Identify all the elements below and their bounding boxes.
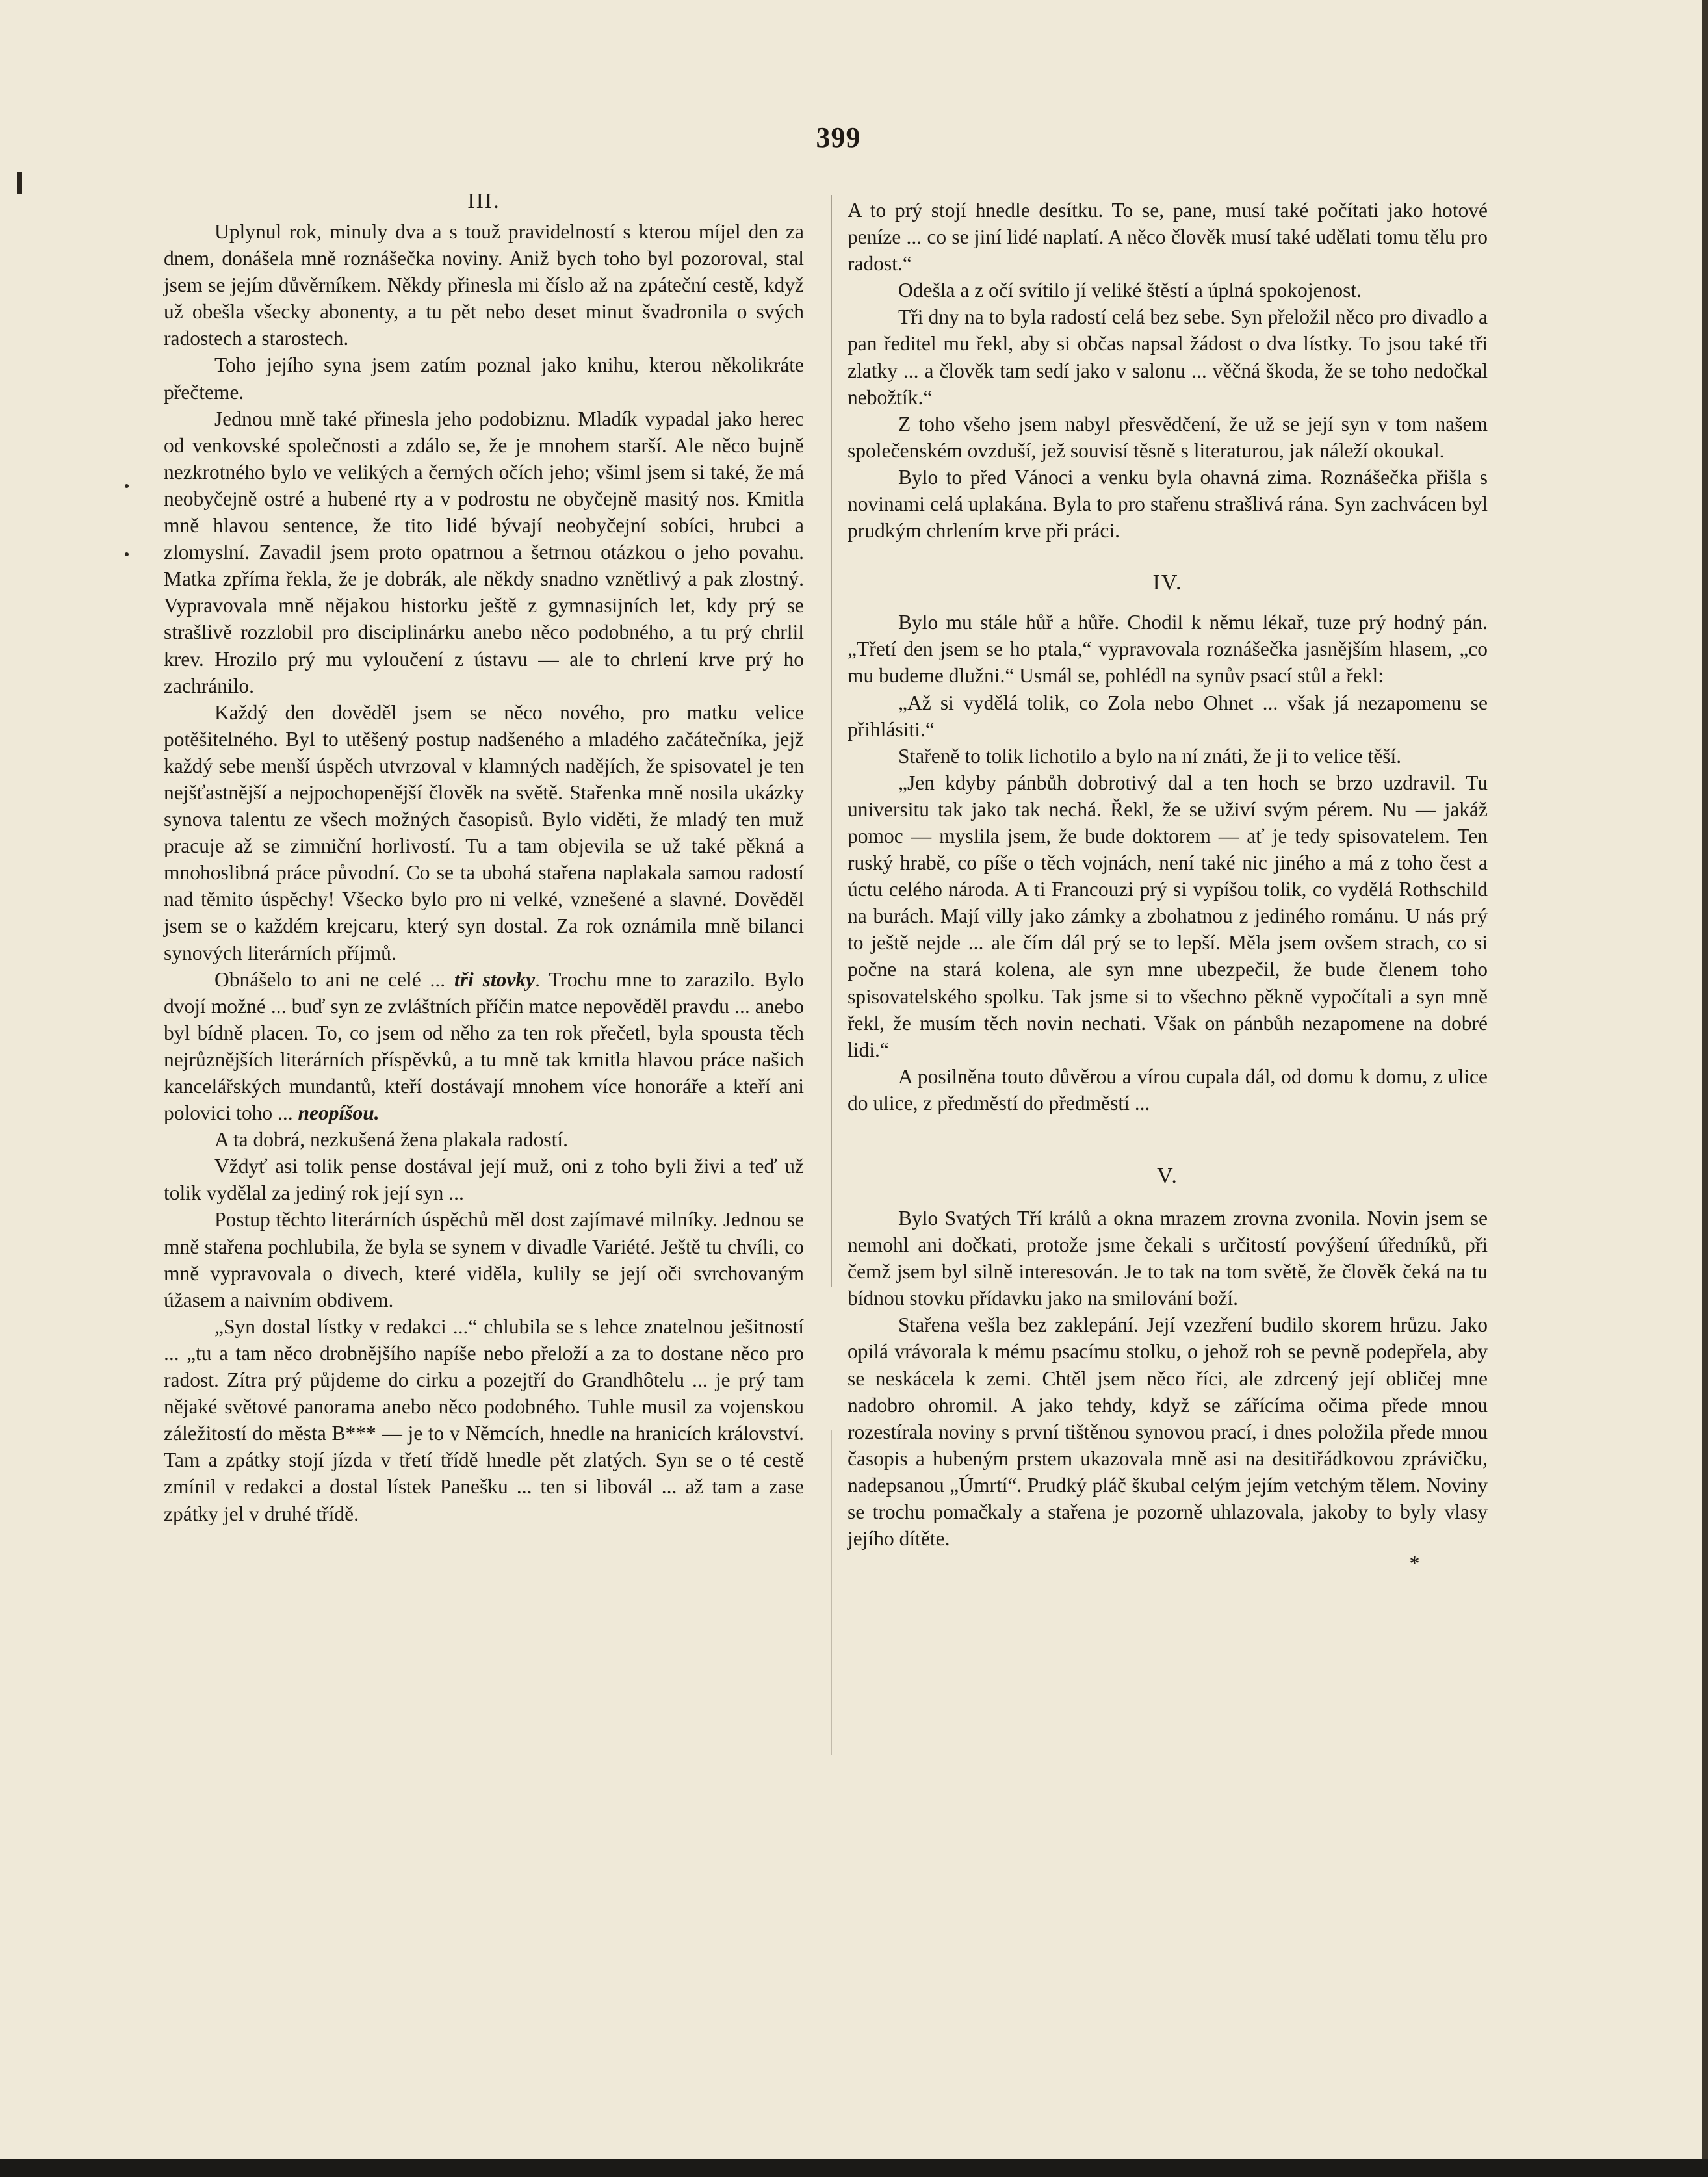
column-rule — [831, 195, 832, 1287]
text-run: Obnášelo to ani ne celé ... — [214, 968, 455, 991]
emphasis: tři stovky — [454, 968, 536, 991]
paragraph: Odešla a z očí svítilo jí veliké štěstí a úplná spokojenost. — [898, 279, 1362, 302]
paragraph: „Syn dostal lístky v redakci ...“ chlubila se s lehce znatelnou ješitností ... „tu a tam něco drobnějšího napíše nebo přeloží a za to dostane něco pro radost. Zítra prý půjdeme do cirku a pozejtří do Grandhôtelu ... je prý tam nějaké světové panorama anebo něco podobného. Tuhle musil za vojenskou záležitostí do města B*** — je to v Němcích, hnedle na hranicích království. Tam a zpátky stojí jízda v třetí třídě hnedle pět zlatých. Syn se o té cestě zmínil v redakci a dostal lístek Panešku ... ten si libovál ... až tam a zase zpátky jel v druhé třídě. — [164, 1315, 804, 1525]
scan-edge-right — [1702, 0, 1708, 2177]
paragraph: Jednou mně také přinesla jeho podobiznu. Mladík vypadal jako herec od venkovské společnosti a zdálo se, že je mnohem starší. Ale něco bujně nezkrotného bylo ve velikých a černých očích jeho; všiml jsem si také, že má neobyčejně ostré a hubené rty a v podrostu ne obyčejně masitý nos. Kmitla mně hlavou sentence, že tito lidé bývají neobyčejní sobíci, hrubci a zlomyslní. Zavadil jsem proto opatrnou a šetrnou otázkou o jeho povahu. Matka zpříma řekla, že je dobrák, ale někdy snadno vznětlivý a pak zlostný. Vypravovala mně nějakou historku ještě z gymnasijních let, kdy prý se strašlivě rozzlobil pro disciplinárku anebo něco podobného, a tu prý chrlil krev. Hrozilo prý mu vyloučení z ústavu — ale to chrlení krve prý ho zachránilo. — [164, 407, 804, 697]
paragraph: Bylo Svatých Tří králů a okna mrazem zrovna zvonila. Novin jsem se nemohl ani dočkati, protože jsme čekali s určitostí povýšení úředníků, při čemž jsem byl silně interesován. Je to tak na tom světě, že člověk čeká na tu bídnou stovku přídavku jako na smilování boží. — [848, 1207, 1488, 1310]
section-heading-v: V. — [1157, 1164, 1178, 1188]
section-heading-iv: IV. — [1152, 571, 1183, 595]
end-asterisk: * — [1409, 1551, 1420, 1575]
page-number: 399 — [816, 122, 861, 153]
paragraph: Uplynul rok, minuly dva a s touž pravidelností s kterou míjel den za dnem, donášela mně roznášečka noviny. Aniž bych toho byl pozoroval, stal jsem se jejím důvěrníkem. Někdy přinesla mi číslo až na zpáteční cestě, když už obešla všecky abonenty, a tu pět nebo deset minut švadronila o svých radostech a starostech. — [164, 220, 804, 350]
paragraph: A posilněna touto důvěrou a vírou cupala dál, od domu k domu, z ulice do ulice, z předměstí do předměstí ... — [848, 1064, 1488, 1114]
paragraph: A to prý stojí hnedle desítku. To se, pane, musí také počítati jako hotové peníze ... co se jiní lidé naplatí. A něco člověk musí také udělati tomu tělu pro radost.“ — [848, 199, 1488, 276]
paragraph: Bylo mu stále hůř a hůře. Chodil k němu lékař, tuze prý hodný pán. „Třetí den jsem se ho ptala,“ vypravovala roznášečka jasnějším hlasem, „co mu budeme dlužni.“ Usmál se, pohlédl na synův psací stůl a řekl: — [848, 611, 1488, 688]
margin-dot — [125, 484, 129, 488]
paragraph: A ta dobrá, nezkušená žena plakala radostí. — [214, 1128, 569, 1152]
section-heading-iii: III. — [467, 189, 500, 213]
paragraph: Bylo to před Vánoci a venku byla ohavná zima. Roznášečka přišla s novinami celá uplakána. Byla to pro stařenu strašlivá rána. Syn zachvácen byl prudkým chrlením krve při práci. — [848, 465, 1488, 543]
paragraph: Postup těchto literárních úspěchů měl dost zajímavé milníky. Jednou se mně stařena pochlubila, že byla se synem v divadle Variété. Ještě tu chvíli, co mně vypravovala o divech, které viděla, kulily se její oči svrchovaným úžasem a naivním obdivem. — [164, 1208, 804, 1311]
paragraph: „Jen kdyby pánbůh dobrotivý dal a ten hoch se brzo uzdravil. Tu universitu tak jako tak nechá. Řekl, že se uživí svým pérem. Nu — jakáž pomoc — myslila jsem, že bude doktorem — ať je tedy spisovatelem. Ten ruský hrabě, co píše o těch vojnách, není také nic jiného a má z toho čest a úctu celého národa. A ti Francouzi prý si vypíšou tolik, co vydělá Rothschild na burách. Mají villy jako zámky a zbohatnou z jediného románu. U nás prý to ještě nejde ... ale čím dál prý se to lepší. Měla jsem ovšem strach, co si počne na stará kolena, ale syn mne ubezpečil, že bude členem toho spisovatelského spolku. Tak jsme si to všechno pěkně vypočítali a syn mně řekl, že musím těch novin nechati. Však on pánbůh nezapomene na dobré lidi.“ — [848, 771, 1488, 1061]
paragraph: Tři dny na to byla radostí celá bez sebe. Syn přeložil něco pro divadlo a pan ředitel mu řekl, aby si občas napsal žádost o dva lístky. To jsou také tři zlatky ... a člověk tam sedí jako v salonu ... věčná škoda, že se toho nedočkal nebožtík.“ — [848, 305, 1488, 409]
right-column — [848, 197, 1488, 1573]
text-run: . Trochu mne to zarazilo. Bylo dvojí možné ... buď syn ze zvláštních příčin matce nepověděl pravdu ... anebo byl bídně placen. To, co jsem od něho za ten rok přečetl, byla spousta těch nejrůznějších literárních příspěvků, a tu mně tak kmitla hlavou práce našich kancelářských mundantů, kteří dostávají mnohem více honoráře a kteří ani polovici toho ... — [164, 968, 804, 1125]
paragraph — [164, 966, 804, 1127]
emphasis: neopíšou. — [298, 1101, 380, 1125]
margin-dot — [125, 552, 129, 556]
column-rule — [831, 1430, 832, 1755]
paragraph: Stařeně to tolik lichotilo a bylo na ní znáti, že ji to velice těší. — [898, 744, 1402, 767]
left-column — [164, 187, 804, 1527]
scan-edge-bottom — [0, 2159, 1708, 2177]
binding-mark — [17, 172, 22, 194]
paragraph: Stařena vešla bez zaklepání. Její vzezření budilo skorem hrůzu. Jako opilá vrávorala k mému psacímu stolku, o jehož roh se pevně podepřela, aby se neskácela k zemi. Chtěl jsem něco říci, ale zdrcený její obličej mne nadobro ohromil. A jako tehdy, když se zářícíma očima přede mnou rozestírala noviny s první tištěnou synovou prací, i dnes položila přede mnou časopis a hubeným prstem ukazovala mně asi na desitiřádkovou zprávičku, nadepsanou „Úmrtí“. Prudký pláč škubal celým jejím vetchým tělem. Noviny se trochu pomačkaly a stařena je pozorně uhlazovala, jakoby to byly vlasy jejího dítěte. — [848, 1313, 1488, 1551]
paragraph: Toho jejího syna jsem zatím poznal jako knihu, kterou několikráte přečteme. — [164, 354, 804, 404]
paragraph: Z toho všeho jsem nabyl přesvědčení, že už se její syn v tom našem společenském ovzduší, jež souvisí těsně s literaturou, jak náleží okoukal. — [848, 412, 1488, 462]
paragraph: „Až si vydělá tolik, co Zola nebo Ohnet ... však já nezapomenu se přihlásiti.“ — [848, 691, 1488, 741]
paragraph: Každý den dověděl jsem se něco nového, pro matku velice potěšitelného. Byl to utěšený postup nadšeného a mladého začátečníka, jejž každý sebe menší úspěch utvrzoval v klamných nadějích, že spisovatel je ten nejšťastnější a nejpochopenější člověk na světě. Stařenka mně nosila ukázky synova talentu ze všech možných časopisů. Bylo viděti, že mladý ten muž pracuje až se zimniční horlivostí. Tu a tam objevila se už také pěkná a mnohoslibná práce původní. Co se ta ubohá stařena naplakala samou radostí nad těmito úspěchy! Všecko bylo pro ni velké, vznešené a slavné. Dověděl jsem se o každém krejcaru, který syn dostal. Za rok oznámila mně bilanci synových literárních příjmů. — [164, 701, 804, 964]
paragraph: Vždyť asi tolik pense dostával její muž, oni z toho byli živi a teď už tolik vydělal za jediný rok její syn ... — [164, 1155, 804, 1205]
